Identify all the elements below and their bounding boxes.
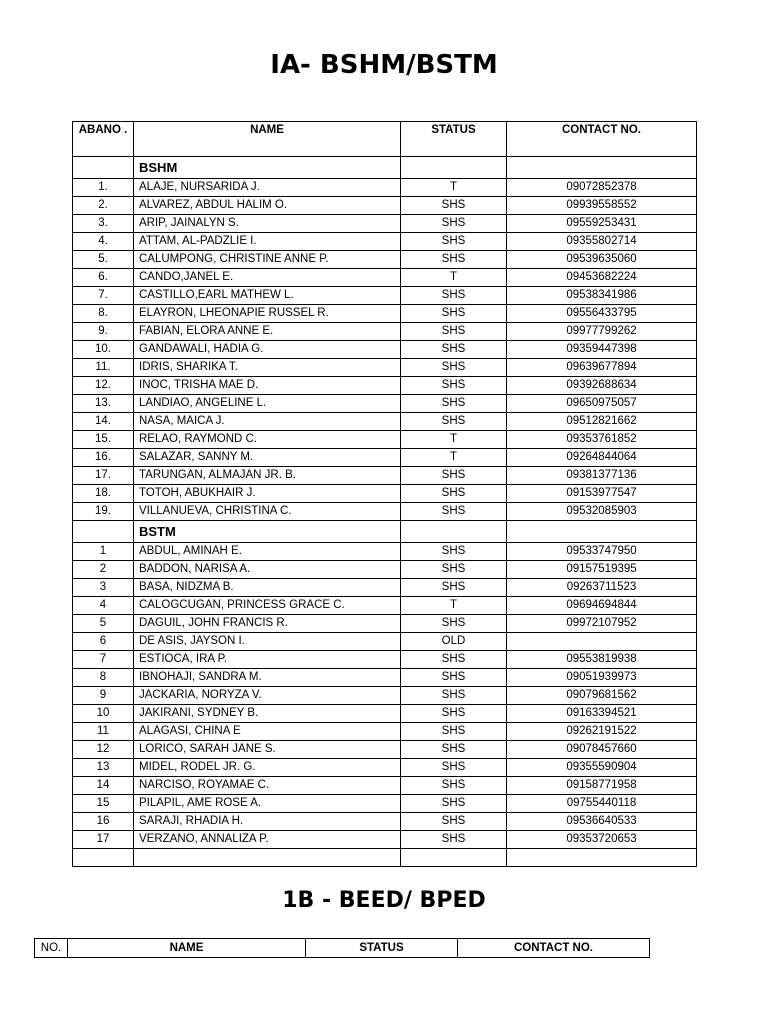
student-name: CALUMPONG, CHRISTINE ANNE P.	[134, 251, 401, 269]
contact-number: 09355590904	[507, 759, 697, 777]
table-row	[73, 341, 697, 359]
header-name: NAME	[68, 939, 306, 958]
section-header-row	[73, 521, 697, 543]
section-header-row	[73, 157, 697, 179]
section-contact-cell	[507, 157, 697, 179]
row-number: 10	[73, 705, 134, 723]
contact-number: 09538341986	[507, 287, 697, 305]
contact-number: 09533747950	[507, 543, 697, 561]
empty-status-cell	[401, 849, 507, 867]
contact-number: 09353761852	[507, 431, 697, 449]
table-header-row	[73, 122, 697, 157]
student-name: ALVAREZ, ABDUL HALIM O.	[134, 197, 401, 215]
row-number: 8.	[73, 305, 134, 323]
student-name: JAKIRANI, SYDNEY B.	[134, 705, 401, 723]
student-status: SHS	[401, 323, 507, 341]
contact-number: 09381377136	[507, 467, 697, 485]
contact-number: 09392688634	[507, 377, 697, 395]
row-number: 10.	[73, 341, 134, 359]
student-name: MIDEL, RODEL JR. G.	[134, 759, 401, 777]
section-status-cell	[401, 521, 507, 543]
row-number: 12	[73, 741, 134, 759]
student-name: DE ASIS, JAYSON I.	[134, 633, 401, 651]
table-row	[73, 377, 697, 395]
row-number: 16	[73, 813, 134, 831]
student-status: SHS	[401, 251, 507, 269]
table-row	[73, 633, 697, 651]
student-status: SHS	[401, 197, 507, 215]
table-row	[73, 669, 697, 687]
student-name: SALAZAR, SANNY M.	[134, 449, 401, 467]
table-row	[73, 543, 697, 561]
student-status: T	[401, 597, 507, 615]
row-number: 14	[73, 777, 134, 795]
contact-number: 09153977547	[507, 485, 697, 503]
student-name: INOC, TRISHA MAE D.	[134, 377, 401, 395]
student-name: ABDUL, AMINAH E.	[134, 543, 401, 561]
student-status: T	[401, 431, 507, 449]
student-status: SHS	[401, 615, 507, 633]
student-name: BASA, NIDZMA B.	[134, 579, 401, 597]
header-contact: CONTACT NO.	[458, 939, 650, 958]
row-number: 5.	[73, 251, 134, 269]
student-name: VILLANUEVA, CHRISTINA C.	[134, 503, 401, 521]
empty-no-cell	[73, 849, 134, 867]
row-number: 4.	[73, 233, 134, 251]
row-number: 4	[73, 597, 134, 615]
row-number: 1	[73, 543, 134, 561]
contact-number: 09079681562	[507, 687, 697, 705]
student-table-ia	[72, 121, 697, 867]
student-name: ESTIOCA, IRA P.	[134, 651, 401, 669]
header-name: NAME	[134, 122, 401, 157]
empty-row	[73, 849, 697, 867]
student-status: SHS	[401, 287, 507, 305]
section-title: 1B - BEED/ BPED	[282, 888, 486, 913]
student-name: RELAO, RAYMOND C.	[134, 431, 401, 449]
student-name: LANDIAO, ANGELINE L.	[134, 395, 401, 413]
student-name: CASTILLO,EARL MATHEW L.	[134, 287, 401, 305]
row-number: 15	[73, 795, 134, 813]
table-row	[73, 215, 697, 233]
student-name: ATTAM, AL-PADZLIE I.	[134, 233, 401, 251]
table-row	[73, 777, 697, 795]
contact-number: 09359447398	[507, 341, 697, 359]
row-number: 5	[73, 615, 134, 633]
contact-number: 09539635060	[507, 251, 697, 269]
student-name: IBNOHAJI, SANDRA M.	[134, 669, 401, 687]
student-name: NASA, MAICA J.	[134, 413, 401, 431]
student-status: OLD	[401, 633, 507, 651]
contact-number: 09553819938	[507, 651, 697, 669]
table-header-row	[35, 939, 650, 958]
student-name: ELAYRON, LHEONAPIE RUSSEL R.	[134, 305, 401, 323]
table-row	[73, 485, 697, 503]
row-number: 6	[73, 633, 134, 651]
contact-number: 09694694844	[507, 597, 697, 615]
student-table-ib	[34, 938, 650, 958]
table-row	[73, 503, 697, 521]
contact-number: 09512821662	[507, 413, 697, 431]
student-status: SHS	[401, 413, 507, 431]
student-name: JACKARIA, NORYZA V.	[134, 687, 401, 705]
contact-number: 09262191522	[507, 723, 697, 741]
table-row	[73, 395, 697, 413]
student-status: SHS	[401, 831, 507, 849]
student-status: SHS	[401, 377, 507, 395]
row-number: 17	[73, 831, 134, 849]
table-row	[73, 687, 697, 705]
contact-number: 09264844064	[507, 449, 697, 467]
section-label: BSTM	[134, 521, 401, 543]
student-status: T	[401, 449, 507, 467]
student-name: VERZANO, ANNALIZA P.	[134, 831, 401, 849]
table-row	[73, 413, 697, 431]
row-number: 7	[73, 651, 134, 669]
contact-number: 09972107952	[507, 615, 697, 633]
table-row	[73, 467, 697, 485]
section-label: BSHM	[134, 157, 401, 179]
empty-name-cell	[134, 849, 401, 867]
row-number: 19.	[73, 503, 134, 521]
row-number: 9.	[73, 323, 134, 341]
row-number: 16.	[73, 449, 134, 467]
student-name: ALAJE, NURSARIDA J.	[134, 179, 401, 197]
student-status: T	[401, 179, 507, 197]
row-number: 12.	[73, 377, 134, 395]
contact-number: 09977799262	[507, 323, 697, 341]
student-status: SHS	[401, 215, 507, 233]
header-no: NO.	[35, 939, 68, 958]
header-status: STATUS	[401, 122, 507, 157]
row-number: 14.	[73, 413, 134, 431]
student-status: SHS	[401, 233, 507, 251]
row-number: 17.	[73, 467, 134, 485]
student-status: SHS	[401, 669, 507, 687]
contact-number: 09453682224	[507, 269, 697, 287]
contact-number: 09078457660	[507, 741, 697, 759]
student-status: T	[401, 269, 507, 287]
student-name: ARIP, JAINALYN S.	[134, 215, 401, 233]
student-status: SHS	[401, 341, 507, 359]
contact-number: 09939558552	[507, 197, 697, 215]
row-number: 3	[73, 579, 134, 597]
row-number: 11.	[73, 359, 134, 377]
student-status: SHS	[401, 687, 507, 705]
contact-number	[507, 633, 697, 651]
student-status: SHS	[401, 723, 507, 741]
table-row	[73, 741, 697, 759]
row-number: 18.	[73, 485, 134, 503]
contact-number: 09051939973	[507, 669, 697, 687]
header-abano: ABANO .	[73, 122, 134, 157]
student-name: PILAPIL, AME ROSE A.	[134, 795, 401, 813]
table-row	[73, 597, 697, 615]
student-status: SHS	[401, 467, 507, 485]
student-name: FABIAN, ELORA ANNE E.	[134, 323, 401, 341]
student-name: LORICO, SARAH JANE S.	[134, 741, 401, 759]
student-status: SHS	[401, 543, 507, 561]
table-row	[73, 449, 697, 467]
student-name: IDRIS, SHARIKA T.	[134, 359, 401, 377]
contact-number: 09532085903	[507, 503, 697, 521]
contact-number: 09639677894	[507, 359, 697, 377]
contact-number: 09163394521	[507, 705, 697, 723]
contact-number: 09263711523	[507, 579, 697, 597]
student-name: CANDO,JANEL E.	[134, 269, 401, 287]
contact-number: 09355802714	[507, 233, 697, 251]
table-row	[73, 795, 697, 813]
table-row	[73, 197, 697, 215]
section-status-cell	[401, 157, 507, 179]
student-status: SHS	[401, 395, 507, 413]
student-name: CALOGCUGAN, PRINCESS GRACE C.	[134, 597, 401, 615]
row-number: 3.	[73, 215, 134, 233]
table-row	[73, 723, 697, 741]
row-number: 2.	[73, 197, 134, 215]
contact-number: 09158771958	[507, 777, 697, 795]
row-number: 13.	[73, 395, 134, 413]
table-row	[73, 179, 697, 197]
contact-number: 09755440118	[507, 795, 697, 813]
row-number: 7.	[73, 287, 134, 305]
table-body	[73, 157, 697, 867]
table-row	[73, 579, 697, 597]
contact-number: 09536640533	[507, 813, 697, 831]
page-title: IA- BSHM/BSTM	[270, 50, 498, 80]
table-row	[73, 251, 697, 269]
table-row	[73, 651, 697, 669]
contact-number: 09353720653	[507, 831, 697, 849]
row-number: 8	[73, 669, 134, 687]
header-status: STATUS	[306, 939, 458, 958]
row-number: 11	[73, 723, 134, 741]
section-no-cell	[73, 521, 134, 543]
table-row	[73, 269, 697, 287]
student-name: GANDAWALI, HADIA G.	[134, 341, 401, 359]
student-status: SHS	[401, 359, 507, 377]
student-status: SHS	[401, 305, 507, 323]
row-number: 2	[73, 561, 134, 579]
student-status: SHS	[401, 579, 507, 597]
row-number: 6.	[73, 269, 134, 287]
student-status: SHS	[401, 759, 507, 777]
student-status: SHS	[401, 741, 507, 759]
table-row	[73, 561, 697, 579]
table-row	[73, 831, 697, 849]
student-name: TARUNGAN, ALMAJAN JR. B.	[134, 467, 401, 485]
section-no-cell	[73, 157, 134, 179]
contact-number: 09157519395	[507, 561, 697, 579]
table-row	[73, 359, 697, 377]
row-number: 13	[73, 759, 134, 777]
student-name: TOTOH, ABUKHAIR J.	[134, 485, 401, 503]
table-row	[73, 305, 697, 323]
student-status: SHS	[401, 795, 507, 813]
student-status: SHS	[401, 705, 507, 723]
table-row	[73, 615, 697, 633]
student-name: DAGUIL, JOHN FRANCIS R.	[134, 615, 401, 633]
row-number: 1.	[73, 179, 134, 197]
table-row	[73, 705, 697, 723]
student-status: SHS	[401, 485, 507, 503]
table-row	[73, 323, 697, 341]
student-name: NARCISO, ROYAMAE C.	[134, 777, 401, 795]
contact-number: 09559253431	[507, 215, 697, 233]
row-number: 15.	[73, 431, 134, 449]
table-row	[73, 233, 697, 251]
student-status: SHS	[401, 777, 507, 795]
contact-number: 09072852378	[507, 179, 697, 197]
student-name: BADDON, NARISA A.	[134, 561, 401, 579]
student-status: SHS	[401, 503, 507, 521]
contact-number: 09556433795	[507, 305, 697, 323]
student-status: SHS	[401, 651, 507, 669]
student-name: SARAJI, RHADIA H.	[134, 813, 401, 831]
table-row	[73, 431, 697, 449]
table-row	[73, 813, 697, 831]
table-row	[73, 759, 697, 777]
table-row	[73, 287, 697, 305]
section-contact-cell	[507, 521, 697, 543]
student-status: SHS	[401, 561, 507, 579]
student-status: SHS	[401, 813, 507, 831]
empty-contact-cell	[507, 849, 697, 867]
contact-number: 09650975057	[507, 395, 697, 413]
header-contact: CONTACT NO.	[507, 122, 697, 157]
student-name: ALAGASI, CHINA E	[134, 723, 401, 741]
row-number: 9	[73, 687, 134, 705]
